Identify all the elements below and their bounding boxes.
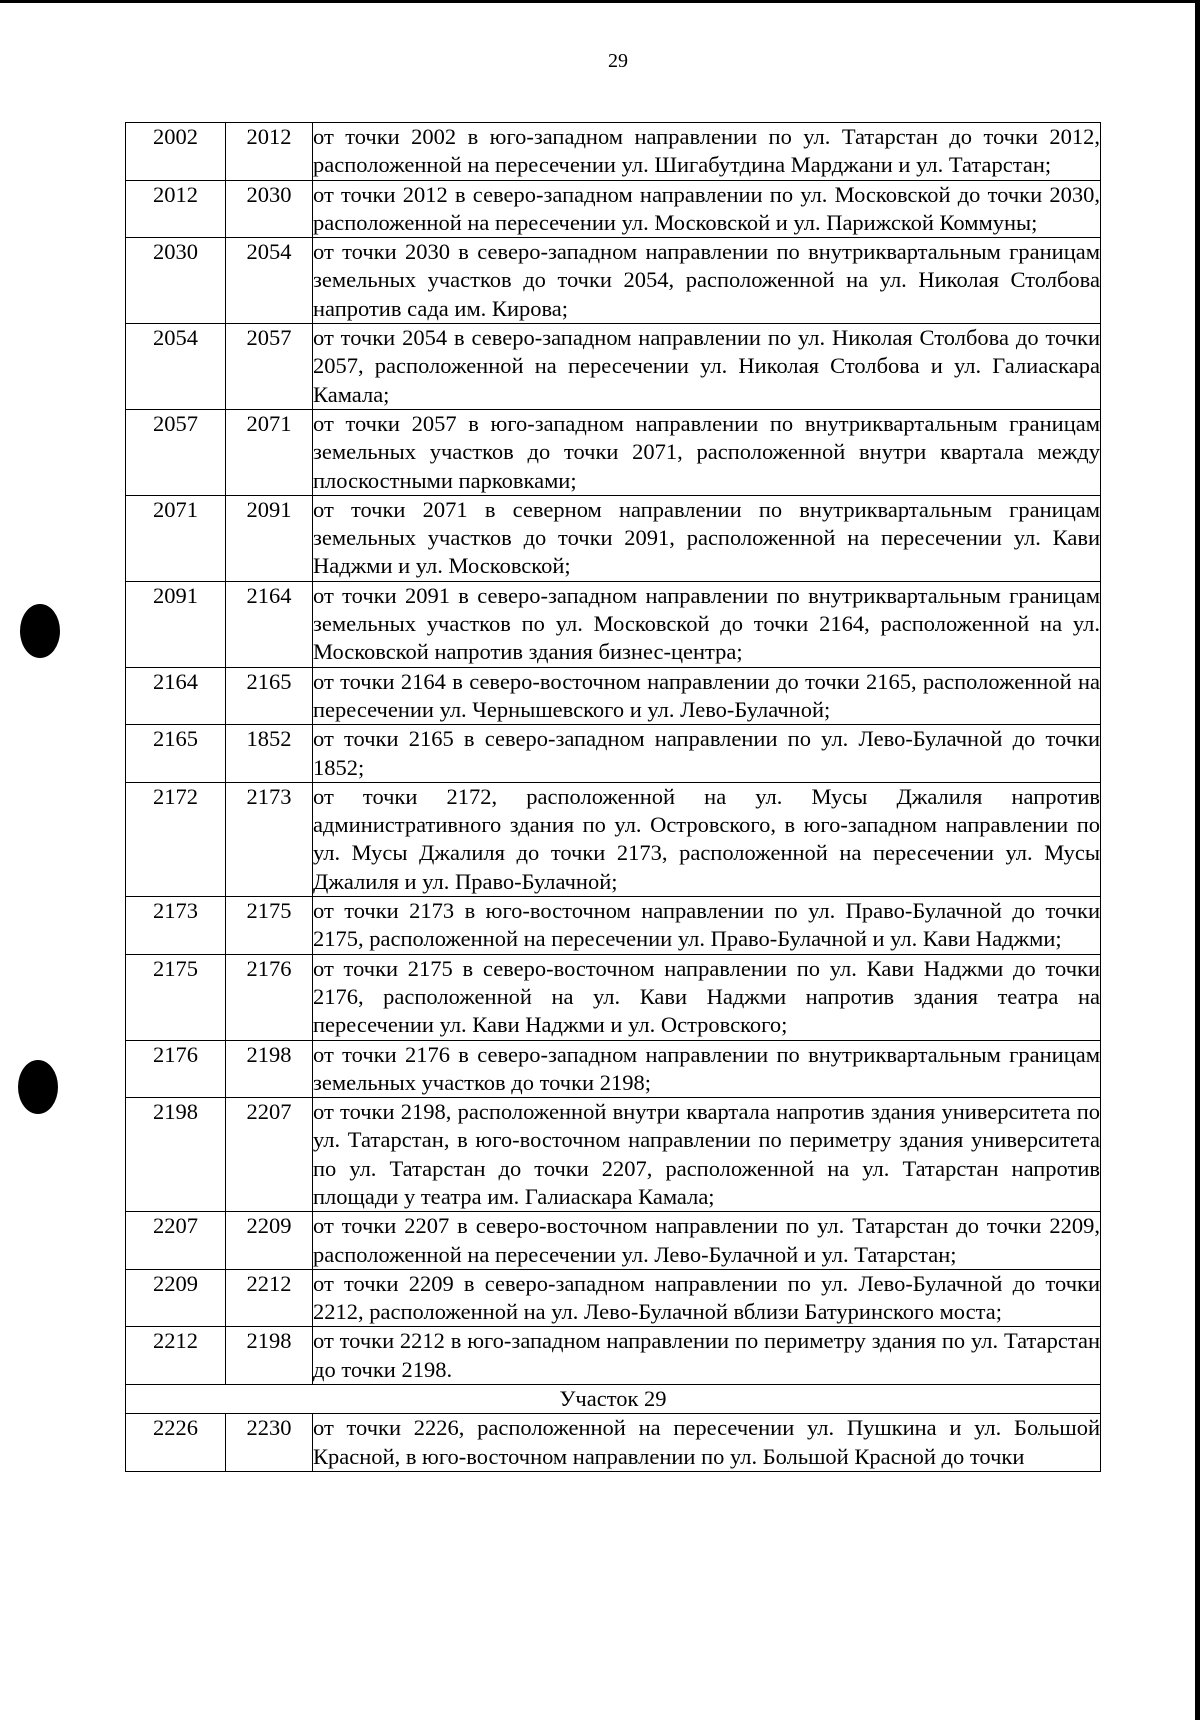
boundary-description-cell: от точки 2071 в северном направлении по внутриквартальным границам земельных участков до точки 2091, расположенной на пересечении ул. Кави Наджми и ул. Московской; (313, 495, 1101, 581)
table-row (126, 897, 1101, 955)
table-row (126, 725, 1101, 783)
to-point-cell: 2012 (226, 123, 313, 181)
from-point-cell: 2164 (126, 667, 226, 725)
boundary-description-cell: от точки 2207 в северо-восточном направлении по ул. Татарстан до точки 2209, расположенной на пересечении ул. Лево-Булачной и ул. Татарстан; (313, 1212, 1101, 1270)
from-point-cell: 2057 (126, 409, 226, 495)
boundary-description-cell: от точки 2165 в северо-западном направлении по ул. Лево-Булачной до точки 1852; (313, 725, 1101, 783)
section-heading-row (126, 1385, 1101, 1414)
from-point-cell: 2002 (126, 123, 226, 181)
table-row (126, 1212, 1101, 1270)
from-point-cell: 2012 (126, 180, 226, 238)
table-row (126, 180, 1101, 238)
table-row (126, 1269, 1101, 1327)
from-point-cell: 2165 (126, 725, 226, 783)
to-point-cell: 2054 (226, 238, 313, 324)
table-row (126, 667, 1101, 725)
boundary-description-cell: от точки 2176 в северо-западном направлении по внутриквартальным границам земельных участков до точки 2198; (313, 1040, 1101, 1098)
from-point-cell: 2212 (126, 1327, 226, 1385)
from-point-cell: 2173 (126, 897, 226, 955)
to-point-cell: 2173 (226, 782, 313, 896)
boundary-description-cell: от точки 2012 в северо-западном направлении по ул. Московской до точки 2030, расположенной на пересечении ул. Московской и ул. Парижской Коммуны; (313, 180, 1101, 238)
to-point-cell: 2207 (226, 1098, 313, 1212)
from-point-cell: 2198 (126, 1098, 226, 1212)
from-point-cell: 2209 (126, 1269, 226, 1327)
boundary-description-cell: от точки 2002 в юго-западном направлении по ул. Татарстан до точки 2012, расположенной на пересечении ул. Шигабутдина Марджани и ул. Татарстан; (313, 123, 1101, 181)
to-point-cell: 2165 (226, 667, 313, 725)
scan-edge-right (1195, 0, 1200, 1720)
to-point-cell: 2212 (226, 1269, 313, 1327)
from-point-cell: 2091 (126, 581, 226, 667)
punch-hole-upper (20, 604, 60, 658)
boundary-description-cell: от точки 2175 в северо-восточном направлении по ул. Кави Наджми до точки 2176, расположенной на ул. Кави Наджми напротив здания театра на пересечении ул. Кави Наджми и ул. Островского; (313, 954, 1101, 1040)
to-point-cell: 2198 (226, 1040, 313, 1098)
from-point-cell: 2054 (126, 324, 226, 410)
boundary-description-cell: от точки 2172, расположенной на ул. Мусы Джалиля напротив административного здания по ул. Островского, в юго-западном направлении по ул. Мусы Джалиля до точки 2173, расположенной на пересечении ул. Мусы Джалиля и ул. Право-Булачной; (313, 782, 1101, 896)
boundary-description-cell: от точки 2091 в северо-западном направлении по внутриквартальным границам земельных участков по ул. Московской до точки 2164, расположенной на ул. Московской напротив здания бизнес-центра; (313, 581, 1101, 667)
table-row (126, 123, 1101, 181)
table-row (126, 1327, 1101, 1385)
table-row (126, 495, 1101, 581)
from-point-cell: 2071 (126, 495, 226, 581)
to-point-cell: 2175 (226, 897, 313, 955)
to-point-cell: 2209 (226, 1212, 313, 1270)
boundary-description-cell: от точки 2030 в северо-западном направлении по внутриквартальным границам земельных участков до точки 2054, расположенной на ул. Николая Столбова напротив сада им. Кирова; (313, 238, 1101, 324)
to-point-cell: 2164 (226, 581, 313, 667)
boundary-description-cell: от точки 2164 в северо-восточном направлении до точки 2165, расположенной на пересечении ул. Чернышевского и ул. Лево-Булачной; (313, 667, 1101, 725)
boundary-description-cell: от точки 2057 в юго-западном направлении по внутриквартальным границам земельных участков до точки 2071, расположенной внутри квартала между плоскостными парковками; (313, 409, 1101, 495)
from-point-cell: 2030 (126, 238, 226, 324)
table-row (126, 409, 1101, 495)
table-row (126, 324, 1101, 410)
table-row (126, 1414, 1101, 1472)
to-point-cell: 1852 (226, 725, 313, 783)
boundary-table (125, 122, 1101, 1472)
boundary-description-cell: от точки 2209 в северо-западном направлении по ул. Лево-Булачной до точки 2212, расположенной на ул. Лево-Булачной вблизи Батуринского моста; (313, 1269, 1101, 1327)
table-row (126, 782, 1101, 896)
table-row (126, 238, 1101, 324)
table-row (126, 1098, 1101, 1212)
scan-edge-top (0, 0, 1200, 3)
section-heading: Участок 29 (126, 1385, 1101, 1414)
boundary-description-cell: от точки 2212 в юго-западном направлении по периметру здания по ул. Татарстан до точки 2198. (313, 1327, 1101, 1385)
table-row (126, 581, 1101, 667)
from-point-cell: 2175 (126, 954, 226, 1040)
to-point-cell: 2091 (226, 495, 313, 581)
to-point-cell: 2071 (226, 409, 313, 495)
boundary-description-cell: от точки 2226, расположенной на пересечении ул. Пушкина и ул. Большой Красной, в юго-восточном направлении по ул. Большой Красной до точки (313, 1414, 1101, 1472)
to-point-cell: 2230 (226, 1414, 313, 1472)
from-point-cell: 2226 (126, 1414, 226, 1472)
to-point-cell: 2030 (226, 180, 313, 238)
from-point-cell: 2207 (126, 1212, 226, 1270)
boundary-description-cell: от точки 2173 в юго-восточном направлении по ул. Право-Булачной до точки 2175, расположенной на пересечении ул. Право-Булачной и ул. Кави Наджми; (313, 897, 1101, 955)
from-point-cell: 2176 (126, 1040, 226, 1098)
to-point-cell: 2176 (226, 954, 313, 1040)
table-row (126, 1040, 1101, 1098)
to-point-cell: 2198 (226, 1327, 313, 1385)
from-point-cell: 2172 (126, 782, 226, 896)
table-row (126, 954, 1101, 1040)
to-point-cell: 2057 (226, 324, 313, 410)
page-number: 29 (608, 50, 628, 72)
boundary-description-cell: от точки 2054 в северо-западном направлении по ул. Николая Столбова до точки 2057, расположенной на пересечении ул. Николая Столбова и ул. Галиаскара Камала; (313, 324, 1101, 410)
boundary-description-cell: от точки 2198, расположенной внутри квартала напротив здания университета по ул. Татарстан, в юго-восточном направлении по периметру здания университета по ул. Татарстан до точки 2207, расположенной на ул. Татарстан напротив площади у театра им. Галиаскара Камала; (313, 1098, 1101, 1212)
punch-hole-lower (18, 1060, 58, 1114)
